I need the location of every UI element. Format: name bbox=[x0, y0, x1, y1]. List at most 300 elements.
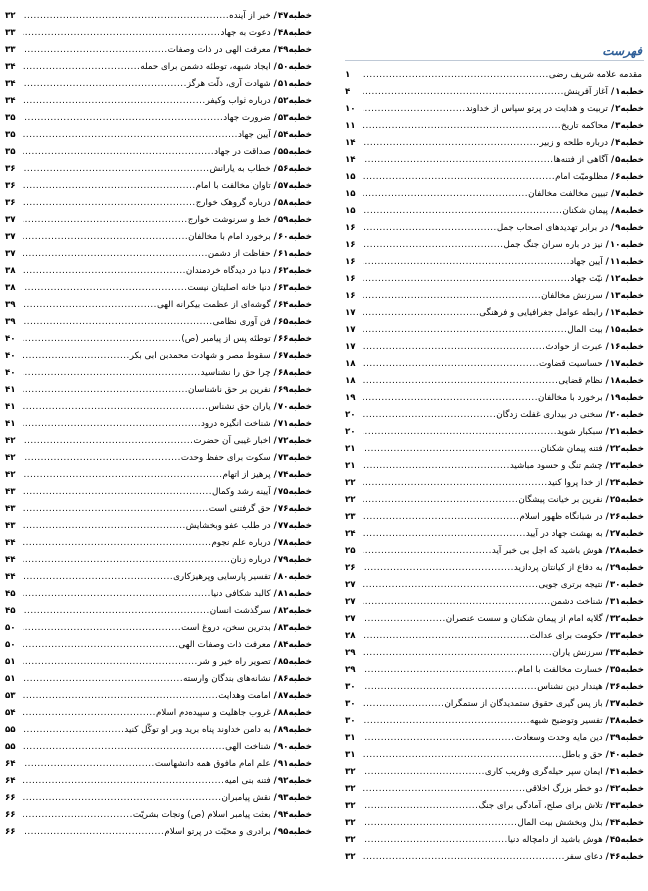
sermon-number: ۳ bbox=[615, 121, 621, 131]
dot-leader bbox=[23, 178, 196, 195]
dot-leader bbox=[23, 518, 186, 535]
dot-leader bbox=[363, 628, 530, 645]
separator-slash: / bbox=[605, 835, 609, 845]
page-number: ۲۳ bbox=[345, 512, 356, 522]
dot-leader bbox=[363, 815, 517, 832]
dot-leader bbox=[363, 849, 565, 866]
dot-leader bbox=[363, 798, 478, 815]
toc-entry bbox=[345, 594, 644, 611]
sermon-number: ۹ bbox=[615, 223, 621, 233]
page-number: ۳۷ bbox=[5, 249, 16, 259]
separator-slash: / bbox=[273, 419, 277, 429]
entry-title: برخورد با مخالفان bbox=[537, 393, 603, 403]
toc-entry bbox=[345, 135, 644, 152]
separator-slash: / bbox=[273, 368, 277, 378]
sermon-number: ۳۵ bbox=[609, 665, 621, 675]
toc-entry bbox=[345, 101, 644, 118]
sermon-label: خطبه bbox=[620, 801, 644, 811]
sermon-label: خطبه bbox=[620, 784, 644, 794]
separator-slash: / bbox=[605, 580, 609, 590]
toc-entry bbox=[5, 603, 312, 620]
separator-slash: / bbox=[273, 79, 277, 89]
page-number: ۴۵ bbox=[5, 606, 16, 616]
dot-leader bbox=[23, 314, 213, 331]
sermon-label: خطبه bbox=[620, 580, 644, 590]
entry-title: به بهشت جهاد در آیید bbox=[525, 529, 603, 539]
dot-leader bbox=[23, 42, 168, 59]
page-number: ۳۶ bbox=[5, 164, 16, 174]
sermon-label: خطبه bbox=[620, 342, 644, 352]
page-number: ۳۴ bbox=[5, 96, 16, 106]
page-number: ۱۷ bbox=[345, 325, 356, 335]
page-number: ۲۵ bbox=[345, 546, 356, 556]
page-number: ۳۱ bbox=[345, 733, 356, 743]
dot-leader bbox=[23, 348, 130, 365]
entry-title: امامت وهدایت bbox=[218, 691, 271, 701]
entry-title: بدترین سخن، دروغ است bbox=[181, 623, 271, 633]
separator-slash: / bbox=[273, 385, 277, 395]
separator-slash: / bbox=[605, 682, 609, 692]
sermon-label: خطبه bbox=[620, 563, 644, 573]
toc-entry bbox=[345, 339, 644, 356]
sermon-label: خطبه bbox=[620, 427, 644, 437]
page-number: ۶۶ bbox=[5, 827, 16, 837]
entry-title: شناخت دشمن bbox=[550, 597, 603, 607]
page-number: ۱۵ bbox=[345, 206, 356, 216]
sermon-label: خطبه bbox=[288, 96, 312, 106]
dot-leader bbox=[23, 212, 188, 229]
toc-entry bbox=[5, 93, 312, 110]
sermon-label: خطبه bbox=[620, 495, 644, 505]
page-number: ۳۰ bbox=[345, 682, 356, 692]
page-number: ۳۸ bbox=[5, 266, 16, 276]
entry-title: سرزنش مخالفان bbox=[541, 291, 603, 301]
toc-entry bbox=[5, 144, 312, 161]
toc-entry bbox=[5, 484, 312, 501]
page-number: ۶۴ bbox=[5, 759, 16, 769]
page-number: ۱۵ bbox=[345, 172, 356, 182]
dot-leader bbox=[23, 552, 230, 569]
sermon-number: ۶۸ bbox=[277, 368, 289, 378]
page-number: ۴۴ bbox=[5, 572, 16, 582]
sermon-number: ۹۳ bbox=[277, 793, 289, 803]
sermon-label: خطبه bbox=[288, 164, 312, 174]
toc-entry bbox=[5, 433, 312, 450]
sermon-label: خطبه bbox=[288, 215, 312, 225]
toc-entry bbox=[345, 271, 644, 288]
page-number: ۳۵ bbox=[5, 113, 16, 123]
dot-leader bbox=[23, 620, 181, 637]
page-number: ۱۶ bbox=[345, 274, 356, 284]
entry-title: فتنه بنی امیه bbox=[224, 776, 271, 786]
separator-slash: / bbox=[610, 104, 615, 114]
dot-leader bbox=[363, 407, 496, 424]
toc-entry bbox=[5, 110, 312, 127]
sermon-number: ۶۶ bbox=[277, 334, 289, 344]
sermon-label: خطبه bbox=[620, 155, 644, 165]
separator-slash: / bbox=[605, 359, 609, 369]
separator-slash: / bbox=[273, 453, 277, 463]
sermon-number: ۷۴ bbox=[277, 470, 289, 480]
page-number: ۱۴ bbox=[345, 155, 356, 165]
sermon-number: ۵۸ bbox=[277, 198, 289, 208]
entry-title: دعوت به جهاد bbox=[220, 28, 271, 38]
sermon-label: خطبه bbox=[620, 665, 644, 675]
entry-title: معرفت ذات وصفات الهی bbox=[178, 640, 271, 650]
toc-entry bbox=[5, 467, 312, 484]
dot-leader bbox=[23, 399, 208, 416]
separator-slash: / bbox=[273, 11, 277, 21]
toc-entry bbox=[5, 671, 312, 688]
separator-slash: / bbox=[273, 198, 277, 208]
separator-slash: / bbox=[605, 733, 609, 743]
dot-leader bbox=[23, 433, 193, 450]
sermon-label: خطبه bbox=[620, 138, 644, 148]
sermon-label: خطبه bbox=[288, 623, 312, 633]
toc-entry bbox=[5, 263, 312, 280]
toc-entry bbox=[345, 424, 644, 441]
toc-entry bbox=[5, 824, 312, 841]
toc-entry bbox=[345, 288, 644, 305]
sermon-label: خطبه bbox=[288, 759, 312, 769]
separator-slash: / bbox=[605, 478, 609, 488]
page-number: ۴۳ bbox=[5, 504, 16, 514]
sermon-number: ۱۱ bbox=[609, 257, 621, 267]
dot-leader bbox=[363, 390, 538, 407]
sermon-label: خطبه bbox=[620, 223, 644, 233]
entry-title: در شبانگاه ظهور اسلام bbox=[519, 512, 603, 522]
page-number: ۲۴ bbox=[345, 529, 356, 539]
dot-leader bbox=[363, 696, 444, 713]
dot-leader bbox=[363, 169, 555, 186]
entry-title: تلاش برای صلح، آمادگی برای جنگ bbox=[478, 801, 603, 811]
separator-slash: / bbox=[273, 113, 277, 123]
sermon-label: خطبه bbox=[620, 240, 644, 250]
page-number: ۳۲ bbox=[345, 818, 356, 828]
entry-title: حکومت برای عدالت bbox=[529, 631, 603, 641]
dot-leader bbox=[363, 832, 508, 849]
toc-entry bbox=[345, 373, 644, 390]
separator-slash: / bbox=[605, 665, 609, 675]
sermon-label: خطبه bbox=[620, 325, 644, 335]
dot-leader bbox=[23, 263, 186, 280]
page-number: ۱۶ bbox=[345, 240, 356, 250]
sermon-number: ۷۳ bbox=[277, 453, 289, 463]
toc-entry bbox=[345, 322, 644, 339]
sermon-number: ۷۶ bbox=[277, 504, 289, 514]
sermon-number: ۱۹ bbox=[609, 393, 621, 403]
separator-slash: / bbox=[273, 657, 277, 667]
separator-slash: / bbox=[273, 300, 277, 310]
toc-entry bbox=[5, 246, 312, 263]
entry-title: نیز در باره سران جنگ جمل bbox=[503, 240, 603, 250]
separator-slash: / bbox=[610, 87, 615, 97]
sermon-label: خطبه bbox=[620, 852, 644, 862]
dot-leader bbox=[363, 220, 497, 237]
separator-slash: / bbox=[605, 393, 609, 403]
entry-title: باز پس گیری حقوق ستمدیدگان از ستمگران bbox=[444, 699, 603, 709]
dot-leader bbox=[23, 535, 212, 552]
page-number: ۳۹ bbox=[5, 317, 16, 327]
separator-slash: / bbox=[273, 266, 277, 276]
sermon-number: ۳۸ bbox=[609, 716, 621, 726]
separator-slash: / bbox=[273, 606, 277, 616]
entry-title: نفرین بر خیانت پیشگان bbox=[518, 495, 603, 505]
sermon-label: خطبه bbox=[288, 453, 312, 463]
separator-slash: / bbox=[605, 546, 609, 556]
toc-entry bbox=[345, 747, 644, 764]
page-number: ۲۰ bbox=[345, 427, 356, 437]
sermon-label: خطبه bbox=[288, 436, 312, 446]
dot-leader bbox=[23, 586, 211, 603]
sermon-number: ۶ bbox=[615, 172, 621, 182]
toc-entry bbox=[5, 552, 312, 569]
dot-leader bbox=[23, 331, 181, 348]
sermon-number: ۳۳ bbox=[609, 631, 621, 641]
sermon-label: خطبه bbox=[288, 521, 312, 531]
dot-leader bbox=[23, 246, 208, 263]
sermon-label: خطبه bbox=[288, 793, 312, 803]
sermon-label: خطبه bbox=[620, 631, 644, 641]
dot-leader bbox=[363, 679, 537, 696]
separator-slash: / bbox=[273, 130, 277, 140]
sermon-number: ۱ bbox=[615, 87, 621, 97]
entry-title: هوش باشید از دامچاله دنیا bbox=[507, 835, 603, 845]
dot-leader bbox=[23, 229, 188, 246]
sermon-label: خطبه bbox=[288, 470, 312, 480]
sermon-number: ۶۵ bbox=[277, 317, 289, 327]
entry-title: سقوط مصر و شهادت محمدبن ابی بکر bbox=[129, 351, 271, 361]
sermon-label: خطبه bbox=[620, 308, 644, 318]
sermon-label: خطبه bbox=[288, 504, 312, 514]
dot-leader bbox=[23, 688, 218, 705]
page-number: ۲۱ bbox=[345, 444, 356, 454]
sermon-label: خطبه bbox=[288, 640, 312, 650]
toc-entry bbox=[5, 178, 312, 195]
sermon-number: ۸۶ bbox=[277, 674, 289, 684]
toc-entry bbox=[345, 611, 644, 628]
page-number: ۳۷ bbox=[5, 215, 16, 225]
entry-title: خبر از آینده bbox=[229, 11, 271, 21]
sermon-number: ۴ bbox=[615, 138, 621, 148]
page-number: ۴۴ bbox=[5, 555, 16, 565]
dot-leader bbox=[363, 67, 549, 84]
page-number: ۳۰ bbox=[345, 699, 356, 709]
sermon-label: خطبه bbox=[620, 512, 644, 522]
sermon-label: خطبه bbox=[620, 478, 644, 488]
dot-leader bbox=[363, 509, 519, 526]
dot-leader bbox=[363, 730, 514, 747]
sermon-number: ۶۳ bbox=[277, 283, 289, 293]
dot-leader bbox=[363, 118, 561, 135]
entry-title: دنیا در دیدگاه خردمندان bbox=[185, 266, 271, 276]
separator-slash: / bbox=[605, 274, 609, 284]
dot-leader bbox=[363, 577, 538, 594]
dot-leader bbox=[363, 441, 540, 458]
sermon-label: خطبه bbox=[288, 742, 312, 752]
sermon-label: خطبه bbox=[288, 385, 312, 395]
sermon-label: خطبه bbox=[288, 725, 312, 735]
sermon-number: ۲۵ bbox=[609, 495, 621, 505]
dot-leader bbox=[363, 152, 554, 169]
dot-leader bbox=[23, 127, 238, 144]
sermon-label: خطبه bbox=[620, 461, 644, 471]
separator-slash: / bbox=[273, 317, 277, 327]
page-number: ۳۵ bbox=[5, 130, 16, 140]
separator-slash: / bbox=[605, 461, 609, 471]
sermon-number: ۴۹ bbox=[277, 45, 289, 55]
sermon-label: خطبه bbox=[288, 827, 312, 837]
dot-leader bbox=[23, 484, 212, 501]
dot-leader bbox=[23, 8, 229, 25]
page-number: ۵۳ bbox=[5, 691, 16, 701]
sermon-number: ۱۶ bbox=[609, 342, 621, 352]
separator-slash: / bbox=[610, 206, 615, 216]
toc-entry bbox=[5, 705, 312, 722]
toc-entry bbox=[345, 713, 644, 730]
sermon-label: خطبه bbox=[288, 487, 312, 497]
separator-slash: / bbox=[605, 801, 609, 811]
separator-slash: / bbox=[605, 529, 609, 539]
dot-leader bbox=[363, 322, 567, 339]
sermon-label: خطبه bbox=[620, 410, 644, 420]
page-number: ۲۷ bbox=[345, 580, 356, 590]
toc-entry bbox=[5, 365, 312, 382]
dot-leader bbox=[23, 671, 183, 688]
sermon-number: ۲۴ bbox=[609, 478, 621, 488]
sermon-label: خطبه bbox=[288, 589, 312, 599]
separator-slash: / bbox=[273, 28, 277, 38]
sermon-label: خطبه bbox=[620, 682, 644, 692]
separator-slash: / bbox=[605, 852, 609, 862]
sermon-label: خطبه bbox=[620, 104, 644, 114]
toc-entry bbox=[5, 569, 312, 586]
sermon-label: خطبه bbox=[620, 597, 644, 607]
dot-leader bbox=[23, 76, 187, 93]
sermon-number: ۵۰ bbox=[277, 62, 289, 72]
toc-entry bbox=[345, 679, 644, 696]
dot-leader bbox=[23, 722, 124, 739]
toc-entry bbox=[345, 849, 644, 866]
sermon-label: خطبه bbox=[620, 648, 644, 658]
sermon-number: ۱۵ bbox=[609, 325, 621, 335]
toc-entry bbox=[345, 390, 644, 407]
dot-leader bbox=[23, 161, 210, 178]
sermon-number: ۸ bbox=[615, 206, 621, 216]
toc-entry bbox=[345, 169, 644, 186]
sermon-number: ۲۷ bbox=[609, 529, 621, 539]
separator-slash: / bbox=[610, 189, 615, 199]
separator-slash: / bbox=[605, 631, 609, 641]
dot-leader bbox=[363, 713, 530, 730]
dot-leader bbox=[363, 254, 570, 271]
entry-title: کالبد شکافی دنیا bbox=[210, 589, 271, 599]
separator-slash: / bbox=[273, 623, 277, 633]
sermon-label: خطبه bbox=[288, 351, 312, 361]
toc-entry bbox=[5, 127, 312, 144]
sermon-label: خطبه bbox=[620, 444, 644, 454]
toc-entry bbox=[345, 220, 644, 237]
toc-entry bbox=[345, 696, 644, 713]
page-number: ۳۲ bbox=[345, 852, 356, 862]
page-number: ۱۶ bbox=[345, 257, 356, 267]
sermon-label: خطبه bbox=[620, 546, 644, 556]
page-number: ۵۵ bbox=[5, 725, 16, 735]
sermon-number: ۸۱ bbox=[277, 589, 289, 599]
toc-entry bbox=[5, 807, 312, 824]
page-number: ۲۲ bbox=[345, 478, 356, 488]
separator-slash: / bbox=[605, 308, 609, 318]
sermon-number: ۷۲ bbox=[277, 436, 289, 446]
entry-title: حق و باطل bbox=[561, 750, 603, 760]
sermon-number: ۵۲ bbox=[277, 96, 289, 106]
sermon-number: ۱۴ bbox=[609, 308, 621, 318]
entry-title: تربیت و هدایت در پرتو سپاس از خداوند bbox=[465, 104, 608, 114]
entry-title: تفسیر وتوضیح شبهه bbox=[529, 716, 603, 726]
entry-title: تفسیر پارسایی وپرهیزکاری bbox=[173, 572, 271, 582]
entry-title: شناخت الهی bbox=[225, 742, 271, 752]
sermon-number: ۴۴ bbox=[609, 818, 621, 828]
entry-title: صداقت در جهاد bbox=[214, 147, 271, 157]
entry-title: سرزنش یاران bbox=[552, 648, 603, 658]
toc-entry bbox=[345, 67, 644, 84]
toc-entry bbox=[5, 76, 312, 93]
entry-title: درباره گروهک خوارج bbox=[195, 198, 271, 208]
toc-left-column bbox=[5, 8, 312, 841]
toc-entry bbox=[345, 526, 644, 543]
entry-title: از خدا پروا کنید bbox=[547, 478, 603, 488]
dot-leader bbox=[363, 781, 525, 798]
toc-entry bbox=[5, 280, 312, 297]
separator-slash: / bbox=[610, 138, 615, 148]
separator-slash: / bbox=[605, 716, 609, 726]
page-number: ۵۴ bbox=[5, 708, 16, 718]
page-number: ۵۱ bbox=[5, 674, 16, 684]
toc-entry bbox=[5, 161, 312, 178]
sermon-number: ۵۶ bbox=[277, 164, 289, 174]
page-number: ۳۲ bbox=[345, 801, 356, 811]
separator-slash: / bbox=[273, 147, 277, 157]
toc-entry bbox=[5, 212, 312, 229]
sermon-number: ۸۹ bbox=[277, 725, 289, 735]
entry-title: پیمان شکنان bbox=[562, 206, 608, 216]
sermon-label: خطبه bbox=[288, 28, 312, 38]
toc-entry bbox=[5, 297, 312, 314]
sermon-label: خطبه bbox=[288, 657, 312, 667]
page-number: ۴۳ bbox=[5, 487, 16, 497]
separator-slash: / bbox=[273, 742, 277, 752]
entry-title: دین مایه وحدت وسعادت bbox=[514, 733, 603, 743]
sermon-label: خطبه bbox=[620, 291, 644, 301]
separator-slash: / bbox=[610, 155, 615, 165]
dot-leader bbox=[23, 93, 206, 110]
dot-leader bbox=[363, 458, 510, 475]
entry-title: هیندار دین نشناس bbox=[537, 682, 603, 692]
separator-slash: / bbox=[273, 402, 277, 412]
dot-leader bbox=[23, 297, 157, 314]
toc-entry bbox=[345, 543, 644, 560]
entry-title: معرفت الهی در ذات وصفات bbox=[167, 45, 271, 55]
separator-slash: / bbox=[605, 291, 609, 301]
toc-entry bbox=[345, 186, 644, 203]
sermon-number: ۷۸ bbox=[277, 538, 289, 548]
dot-leader bbox=[363, 424, 557, 441]
toc-entry bbox=[5, 756, 312, 773]
dot-leader bbox=[363, 526, 526, 543]
separator-slash: / bbox=[605, 410, 609, 420]
sermon-number: ۷۷ bbox=[277, 521, 289, 531]
toc-entry bbox=[345, 84, 644, 101]
